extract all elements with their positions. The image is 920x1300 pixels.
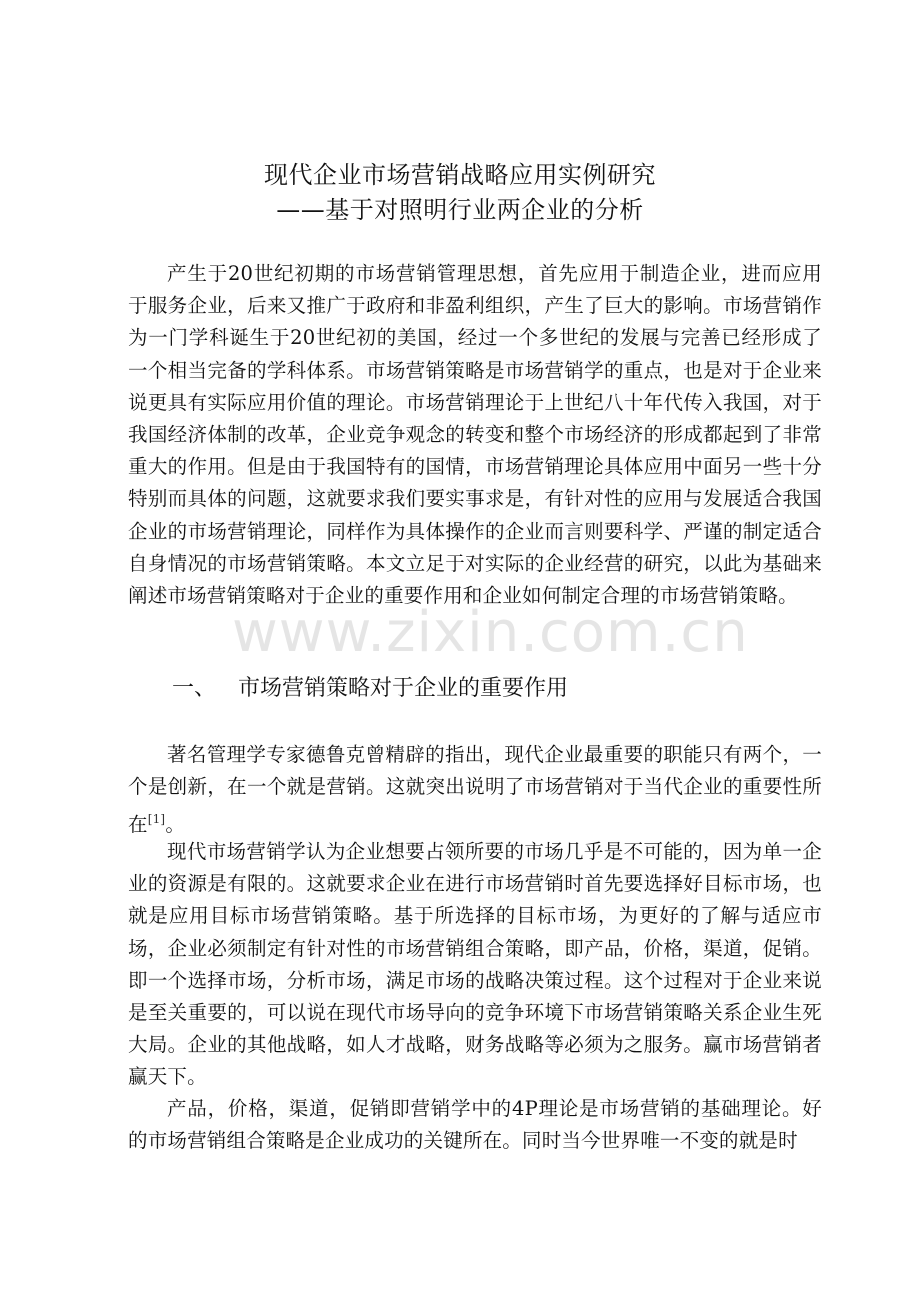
body-paragraph-1 xyxy=(128,739,822,842)
body-paragraph-3: 产品，价格，渠道，促销即营销学中的4P理论是市场营销的基础理论。好的市场营销组合策略是企业成功的关键所在。同时当今世界唯一不变的就是时 xyxy=(128,1097,822,1153)
document-title: 现代企业市场营销战略应用实例研究 xyxy=(264,161,656,189)
watermark: www.zixin.com.cn xyxy=(232,600,749,665)
paragraph-text: 著名管理学专家德鲁克曾精辟的指出，现代企业最重要的职能只有两个，一个是创新，在一个就是营销。这就突出说明了市场营销对于当代企业的重要性所在 xyxy=(128,743,822,837)
section-title: 市场营销策略对于企业的重要作用 xyxy=(238,676,569,701)
intro-paragraph: 产生于20世纪初期的市场营销管理思想，首先应用于制造企业，进而应用于服务企业，后来又推广于政府和非盈利组织，产生了巨大的影响。市场营销作为一门学科诞生于20世纪初的美国，经过一个多世纪的发展与完善已经形成了一个相当完备的学科体系。市场营销策略是市场营销学的重点，也是对于企业来说更具有实际应用价值的理论。市场营销理论于上世纪八十年代传入我国，对于我国经济体制的改革，企业竞争观念的转变和整个市场经济的形成都起到了非常重大的作用。但是由于我国特有的国情，市场营销理论具体应用中面另一些十分特别而具体的问题，这就要求我们要实事求是，有针对性的应用与发展适合我国企业的市场营销理论，同样作为具体操作的企业而言则要科学、严谨的制定适合自身情况的市场营销策略。本文立足于对实际的企业经营的研究，以此为基础来阐述市场营销策略对于企业的重要作用和企业如何制定合理的市场营销策略。 xyxy=(128,262,822,608)
body-paragraph-2: 现代市场营销学认为企业想要占领所要的市场几乎是不可能的，因为单一企业的资源是有限的。这就要求企业在进行市场营销时首先要选择好目标市场，也就是应用目标市场营销策略。基于所选择的目标市场，为更好的了解与适应市场，企业必须制定有针对性的市场营销组合策略，即产品，价格，渠道，促销。即一个选择市场，分析市场，满足市场的战略决策过程。这个过程对于企业来说是至关重要的，可以说在现代市场导向的竞争环境下市场营销策略关系企业生死大局。企业的其他战略，如人才战略，财务战略等必须为之服务。赢市场营销者赢天下。 xyxy=(128,840,822,1089)
citation-reference[interactable]: [1] xyxy=(147,812,166,827)
section-number: 一、 xyxy=(172,676,217,701)
section-heading xyxy=(172,672,568,706)
paragraph-end: 。 xyxy=(165,813,186,837)
document-subtitle: ——基于对照明行业两企业的分析 xyxy=(276,196,644,224)
